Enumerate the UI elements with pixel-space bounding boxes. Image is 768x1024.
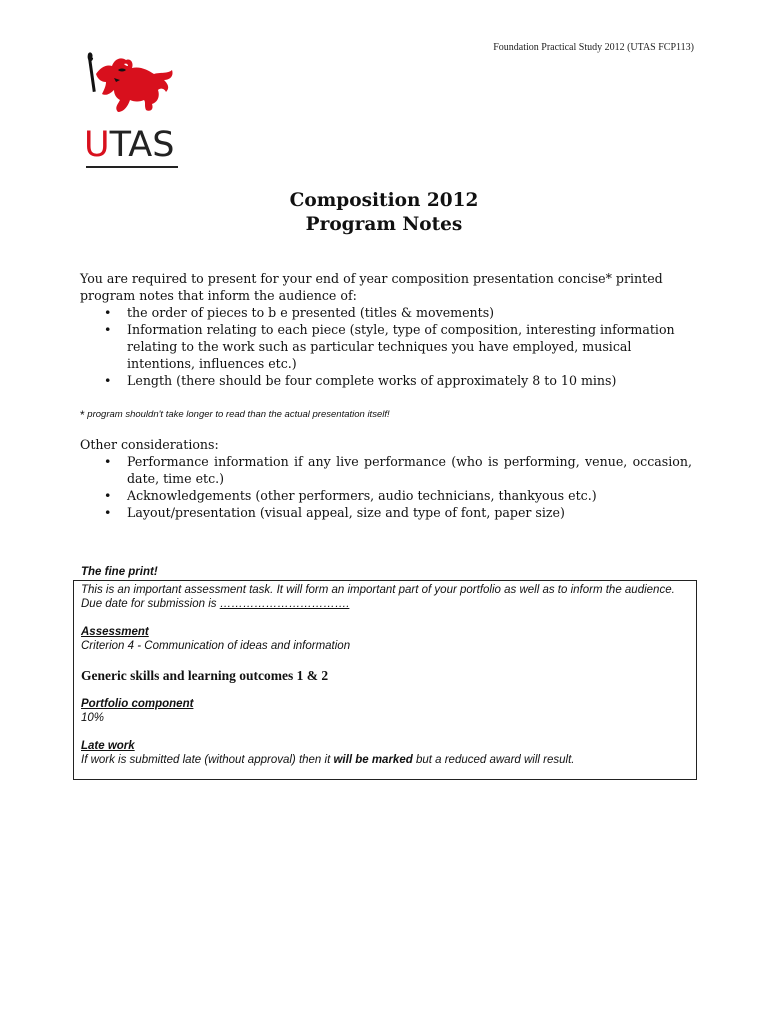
list-item: • Information relating to each piece (style, type of composition, interesting information relating to the work such as particular techniques you have employed, musical intentions, influences etc.): [104, 322, 675, 371]
late-work-text: If work is submitted late (without approval) then it will be marked but a reduced award will result.: [81, 754, 575, 766]
other-heading: Other considerations:: [80, 437, 219, 452]
list-item: • Acknowledgements (other performers, audio technicians, thankyous etc.): [104, 488, 597, 503]
list-item: • Performance information if any live performance (who is performing, venue, occasion, date, time etc.): [104, 454, 692, 486]
assessment-heading: Assessment: [81, 626, 149, 638]
other-considerations-section: [80, 436, 692, 521]
generic-skills-line: Generic skills and learning outcomes 1 & 2: [81, 668, 329, 683]
lion-icon: [84, 52, 180, 130]
intro-bullet-list: [80, 304, 692, 389]
list-item: • Length (there should be four complete works of approximately 8 to 10 mins): [104, 373, 617, 388]
intro-text: You are required to present for your end of year composition presentation concise* printed program notes that inform the audience of:: [80, 271, 663, 303]
utas-wordmark: UTAS: [84, 125, 175, 165]
list-item: • the order of pieces to b e presented (titles & movements): [104, 305, 495, 320]
page-subtitle: Program Notes: [305, 214, 463, 235]
utas-logo: [84, 52, 184, 165]
list-item: • Layout/presentation (visual appeal, size and type of font, paper size): [104, 505, 565, 520]
portfolio-value: 10%: [81, 712, 105, 724]
intro-section: [80, 270, 692, 389]
due-date-blank: …………………………….: [219, 598, 350, 610]
portfolio-heading: Portfolio component: [81, 698, 194, 710]
due-date-line: Due date for submission is …………………………….: [81, 598, 350, 610]
page-title: Composition 2012: [289, 190, 479, 211]
header-reference: Foundation Practical Study 2012 (UTAS FCP113): [493, 42, 694, 53]
fine-print-label: The fine print!: [81, 566, 158, 578]
other-bullet-list: [80, 453, 692, 521]
fine-print-box: [73, 580, 697, 780]
assessment-text: Criterion 4 - Communication of ideas and information: [81, 640, 351, 652]
footnote: * program shouldn't take longer to read than the actual presentation itself!: [80, 408, 390, 422]
logo-underline: [86, 166, 178, 168]
late-work-heading: Late work: [81, 740, 135, 752]
fine-print-intro: This is an important assessment task. It will form an important part of your portfolio as well as to inform the audience.: [81, 584, 675, 596]
